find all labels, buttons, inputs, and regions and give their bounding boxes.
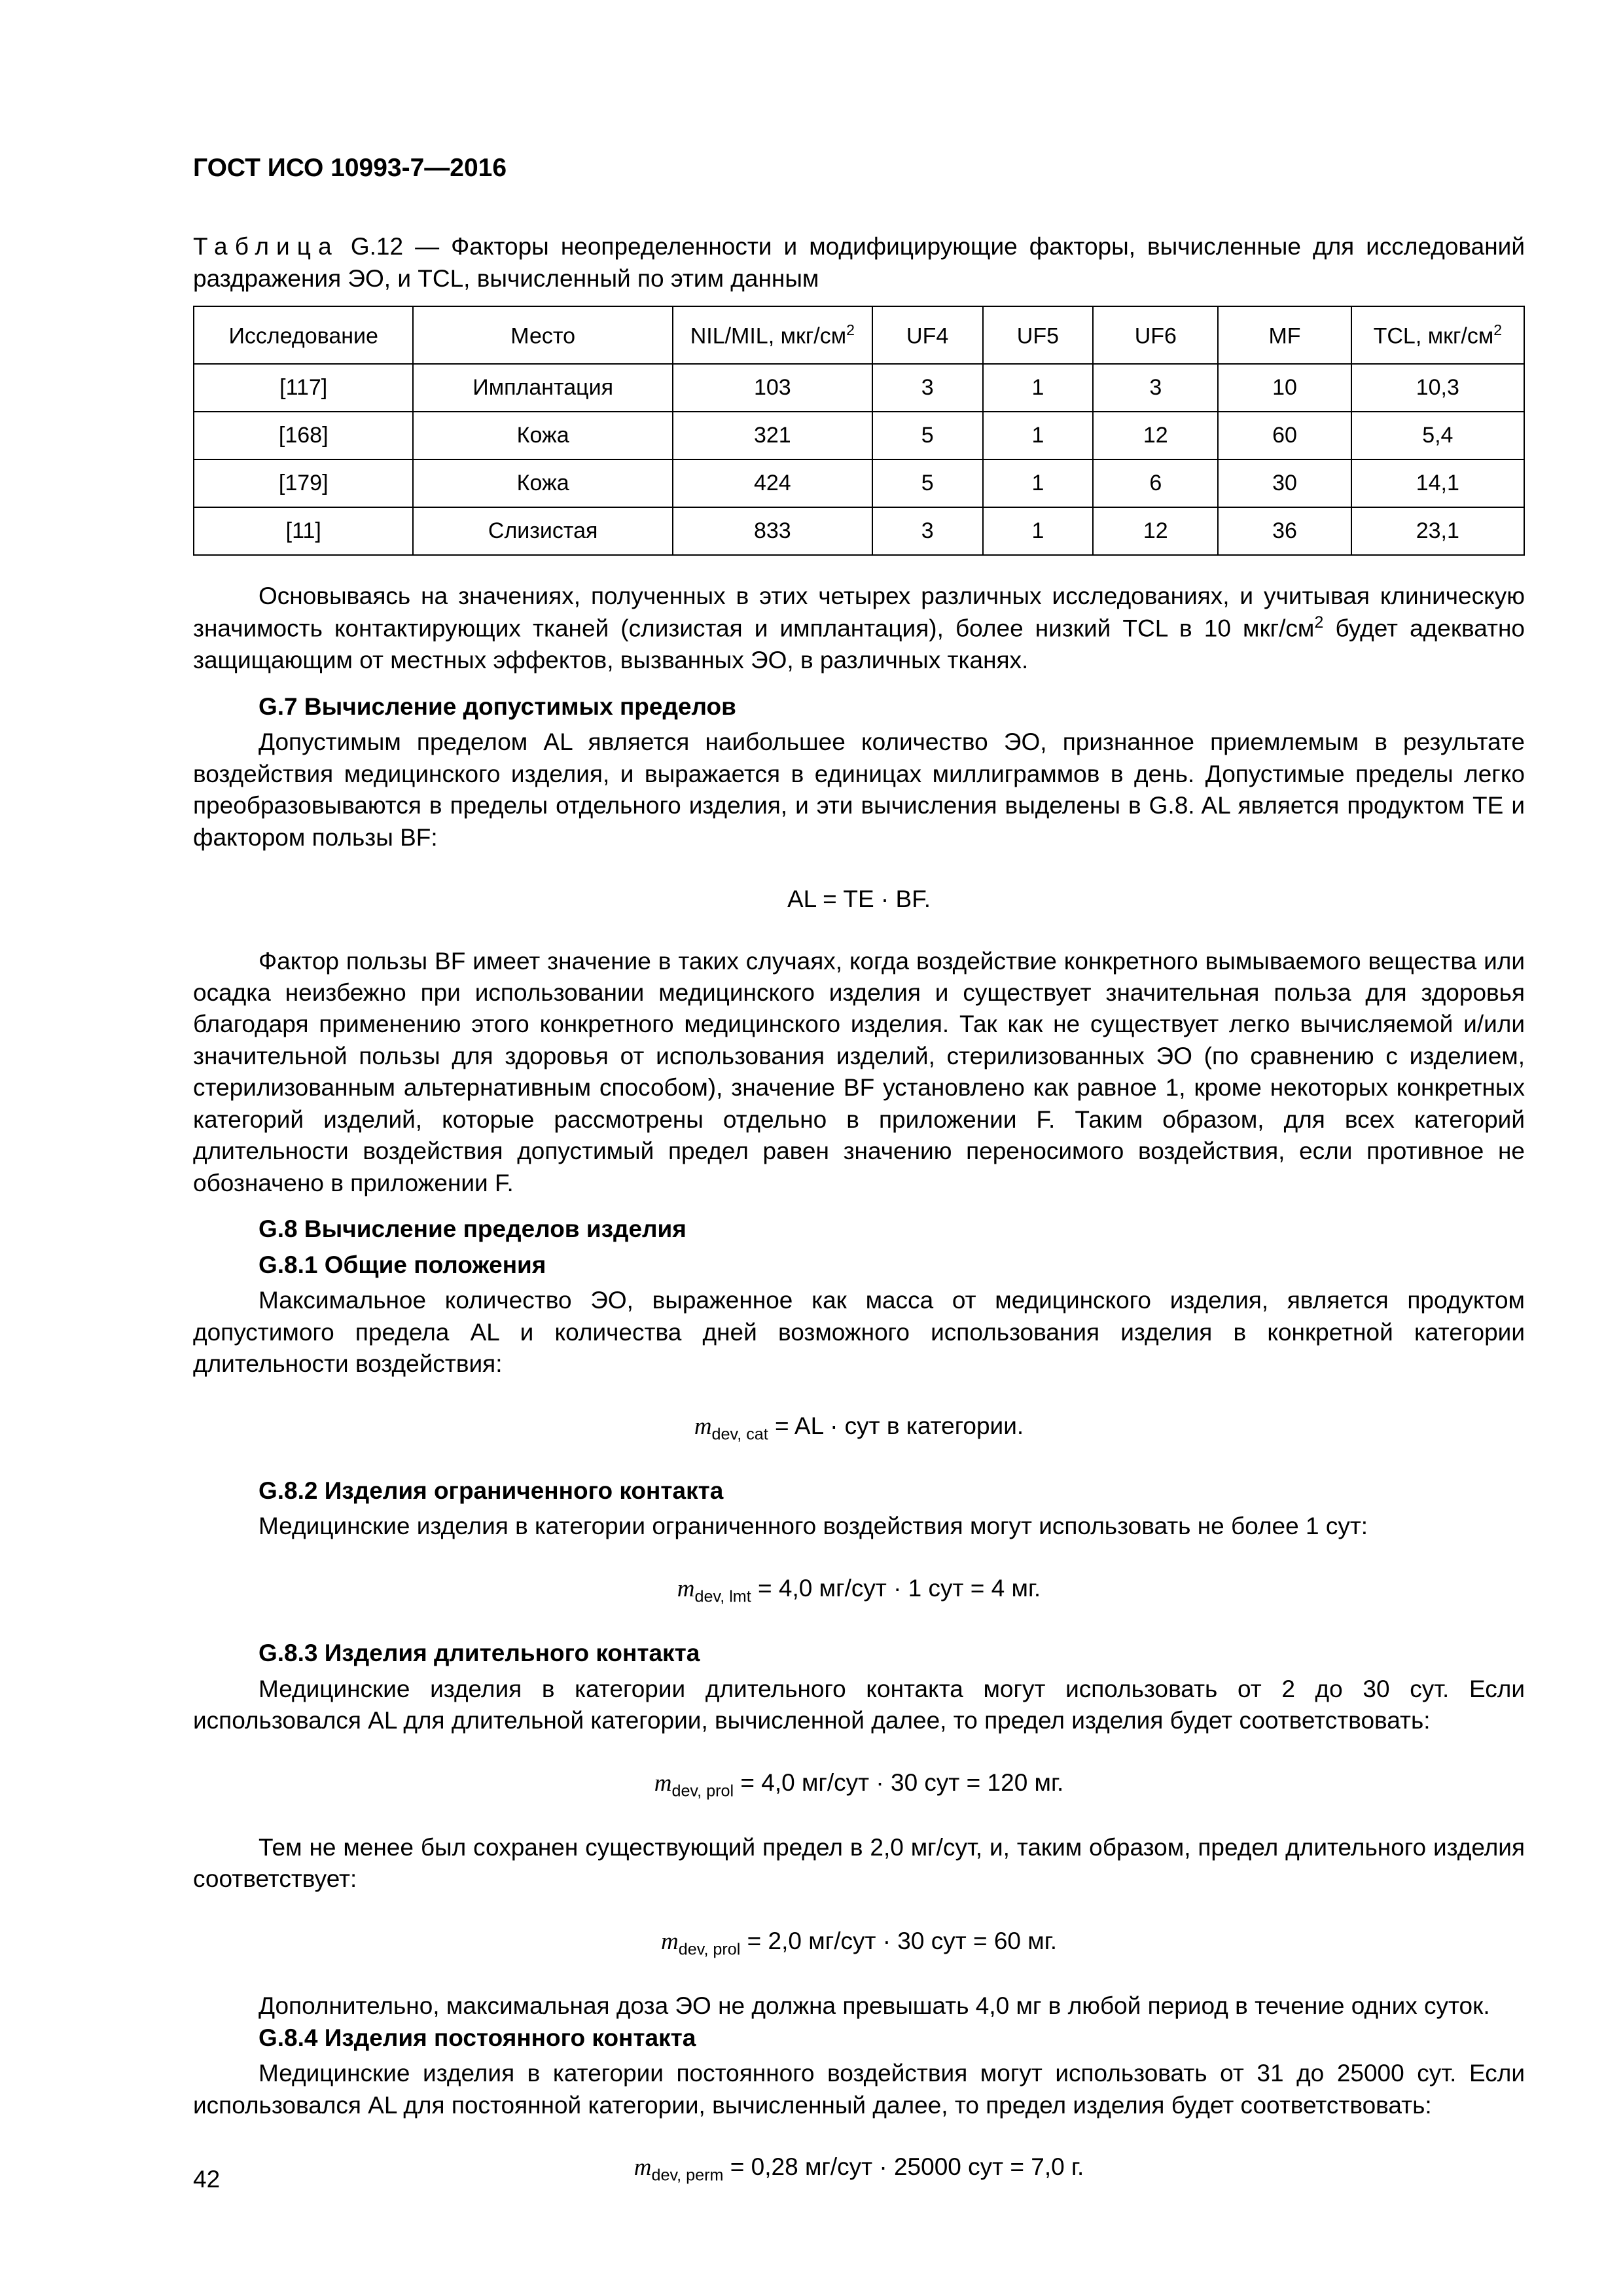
page-number: 42 bbox=[193, 2166, 221, 2193]
table-cell: [179] bbox=[194, 459, 413, 507]
table-cell: 3 bbox=[872, 364, 983, 412]
formula-mdev-perm: $m_{dev, perm} = 0,28$ мг/сут · 25000 сут = 7,0 г. bbox=[633, 2153, 1084, 2185]
table-cell: 3 bbox=[1093, 364, 1218, 412]
formula-mdev-cat: $m_{dev, cat}$ = AL · сут в категории. bbox=[694, 1412, 1024, 1444]
table-cell: 321 bbox=[673, 412, 872, 459]
header-cell-nilmil: NIL/MIL, мкг/$см^2$ bbox=[673, 306, 872, 364]
table-cell: 12 bbox=[1093, 507, 1218, 555]
table-cell: 10 bbox=[1218, 364, 1351, 412]
formula-variable: m bbox=[661, 1928, 679, 1955]
formula-mdev-prol-2: $m_{dev, prol} = 2,0$ мг/сут · 30 сут = 60 мг. bbox=[661, 1927, 1057, 1959]
formula-al: AL = TE · BF. bbox=[787, 886, 931, 913]
table-cell: Кожа bbox=[413, 459, 672, 507]
table-cell: 14,1 bbox=[1351, 459, 1524, 507]
table-cell: 1 bbox=[983, 364, 1094, 412]
heading-g8: G.8 Вычисление пределов изделия bbox=[259, 1215, 687, 1243]
formula-mdev-lmt: $m_{dev, lmt} = 4,0$ мг/сут · 1 сут = 4 мг. bbox=[677, 1574, 1041, 1606]
table-cell: [168] bbox=[194, 412, 413, 459]
paragraph-bf-factor: Фактор пользы BF имеет значение в таких случаях, когда воздействие конкретного вымываемого вещества или осадка неизбежно при использовании медицинского изделия и существует значительная польза для здоровья благодаря применению этого конкретного медицинского изделия. Так как не существует легко вычисляемой и/или значительной пользы для здоровья от использования изделий, стерилизованных ЭО (по сравнению с изделием, стерилизованным альтернативным способом), значение BF установлено как равное 1, кроме некоторых конкретных категорий изделий, которые рассмотрены отдельно в приложении F. Таким образом, для всех категорий длительности воздействия допустимый предел равен значению переносимого воздействия, если противное не обозначено в приложении F. bbox=[193, 947, 1525, 1196]
table-cell: 6 bbox=[1093, 459, 1218, 507]
content-column bbox=[193, 154, 1525, 2217]
table-cell: 1 bbox=[983, 459, 1094, 507]
table-cell: Слизистая bbox=[413, 507, 672, 555]
formula-subscript: dev, cat bbox=[711, 1425, 768, 1444]
paragraph-permanent-contact: Медицинские изделия в категории постоянного воздействия могут использовать от 31 до 25000 сут. Если использовался AL для постоянной категории, вычисленный далее, то предел изделия будет соответствовать: bbox=[193, 2060, 1525, 2119]
table-cell: [117] bbox=[194, 364, 413, 412]
heading-g7: G.7 Вычисление допустимых пределов bbox=[259, 692, 736, 720]
paragraph-prolonged-contact: Медицинские изделия в категории длительного контакта могут использовать от 2 до 30 сут. Если использовался AL для длительной категории, вычисленной далее, то предел изделия будет соответствовать: bbox=[193, 1675, 1525, 1734]
heading-g81: G.8.1 Общие положения bbox=[259, 1251, 546, 1278]
table-row bbox=[194, 412, 1524, 459]
table-caption-number: G.12 bbox=[350, 233, 404, 260]
table-caption-word: Таблица bbox=[193, 233, 339, 260]
table-cell: 10,3 bbox=[1351, 364, 1524, 412]
data-table bbox=[193, 306, 1525, 556]
table-cell: Имплантация bbox=[413, 364, 672, 412]
formula-variable: m bbox=[694, 1412, 712, 1440]
table-cell: 5 bbox=[872, 412, 983, 459]
table-cell: 30 bbox=[1218, 459, 1351, 507]
formula-subscript: dev, prol bbox=[671, 1782, 734, 1801]
header-cell-site: Место bbox=[413, 306, 672, 364]
table-cell: 60 bbox=[1218, 412, 1351, 459]
table-cell: 833 bbox=[673, 507, 872, 555]
header-cell-uf6: UF6 bbox=[1093, 306, 1218, 364]
table-row bbox=[194, 459, 1524, 507]
table-cell: 1 bbox=[983, 412, 1094, 459]
table-cell: 5,4 bbox=[1351, 412, 1524, 459]
header-cell-tcl: TCL, мкг/$см^2$ bbox=[1351, 306, 1524, 364]
header-cell-mf: MF bbox=[1218, 306, 1351, 364]
paragraph-max-dose: Дополнительно, максимальная доза ЭО не должна превышать 4,0 мг в любой период в течение одних суток. bbox=[259, 1992, 1490, 2020]
formula-variable: m bbox=[677, 1575, 695, 1602]
table-row bbox=[194, 364, 1524, 412]
heading-g84: G.8.4 Изделия постоянного контакта bbox=[259, 2024, 696, 2051]
formula-subscript: dev, prol bbox=[678, 1940, 741, 1959]
header-cell-uf5: UF5 bbox=[983, 306, 1094, 364]
paragraph-tcl-summary: Основываясь на значениях, полученных в этих четырех различных исследованиях, и учитывая клиническую значимость контактирующих тканей (слизистая и имплантация), более низкий TCL в 10 мкг/$см^2$ будет адекватно защищающим от местных эффектов, вызванных ЭО, в различных тканях. bbox=[193, 582, 1525, 674]
page-header: ГОСТ ИСО 10993-7—2016 bbox=[193, 154, 507, 182]
table-caption-text: — Факторы неопределенности и модифицирующие факторы, вычисленные для исследований раздражения ЭО, и TCL, вычисленный по этим данным bbox=[193, 233, 1525, 292]
formula-variable: m bbox=[654, 1769, 672, 1797]
paragraph-limited-contact: Медицинские изделия в категории ограниченного воздействия могут использовать не более 1 сут: bbox=[259, 1513, 1368, 1540]
heading-g82: G.8.2 Изделия ограниченного контакта bbox=[259, 1477, 724, 1504]
paragraph-existing-limit: Тем не менее был сохранен существующий предел в 2,0 мг/сут, и, таким образом, предел длительного изделия соответствует: bbox=[193, 1834, 1525, 1893]
formula-mdev-prol-4: $m_{dev, prol} = 4,0$ мг/сут · 30 сут = 120 мг. bbox=[654, 1768, 1064, 1801]
table-cell: 36 bbox=[1218, 507, 1351, 555]
table-cell: 23,1 bbox=[1351, 507, 1524, 555]
table-cell: 3 bbox=[872, 507, 983, 555]
paragraph-al-definition: Допустимым пределом AL является наибольшее количество ЭО, признанное приемлемым в результате воздействия медицинского изделия, и выражается в единицах миллиграммов в день. Допустимые пределы легко преобразовываются в пределы отдельного изделия, и эти вычисления выделены в G.8. AL является продуктом TE и фактором пользы BF: bbox=[193, 728, 1525, 851]
table-row bbox=[194, 507, 1524, 555]
table-cell: 1 bbox=[983, 507, 1094, 555]
paragraph-max-eo: Максимальное количество ЭО, выраженное как масса от медицинского изделия, является продуктом допустимого предела AL и количества дней возможного использования изделия в конкретной категории длительности воздействия: bbox=[193, 1287, 1525, 1378]
table-cell: 12 bbox=[1093, 412, 1218, 459]
table-caption bbox=[193, 231, 1525, 295]
table-cell: [11] bbox=[194, 507, 413, 555]
formula-variable: m bbox=[633, 2154, 652, 2181]
table-header-row bbox=[194, 306, 1524, 364]
table-cell: Кожа bbox=[413, 412, 672, 459]
heading-g83: G.8.3 Изделия длительного контакта bbox=[259, 1640, 700, 1667]
header-cell-uf4: UF4 bbox=[872, 306, 983, 364]
formula-subscript: dev, perm bbox=[651, 2166, 724, 2185]
header-cell-study: Исследование bbox=[194, 306, 413, 364]
table-cell: 103 bbox=[673, 364, 872, 412]
table-cell: 5 bbox=[872, 459, 983, 507]
table-cell: 424 bbox=[673, 459, 872, 507]
formula-subscript: dev, lmt bbox=[694, 1587, 751, 1606]
